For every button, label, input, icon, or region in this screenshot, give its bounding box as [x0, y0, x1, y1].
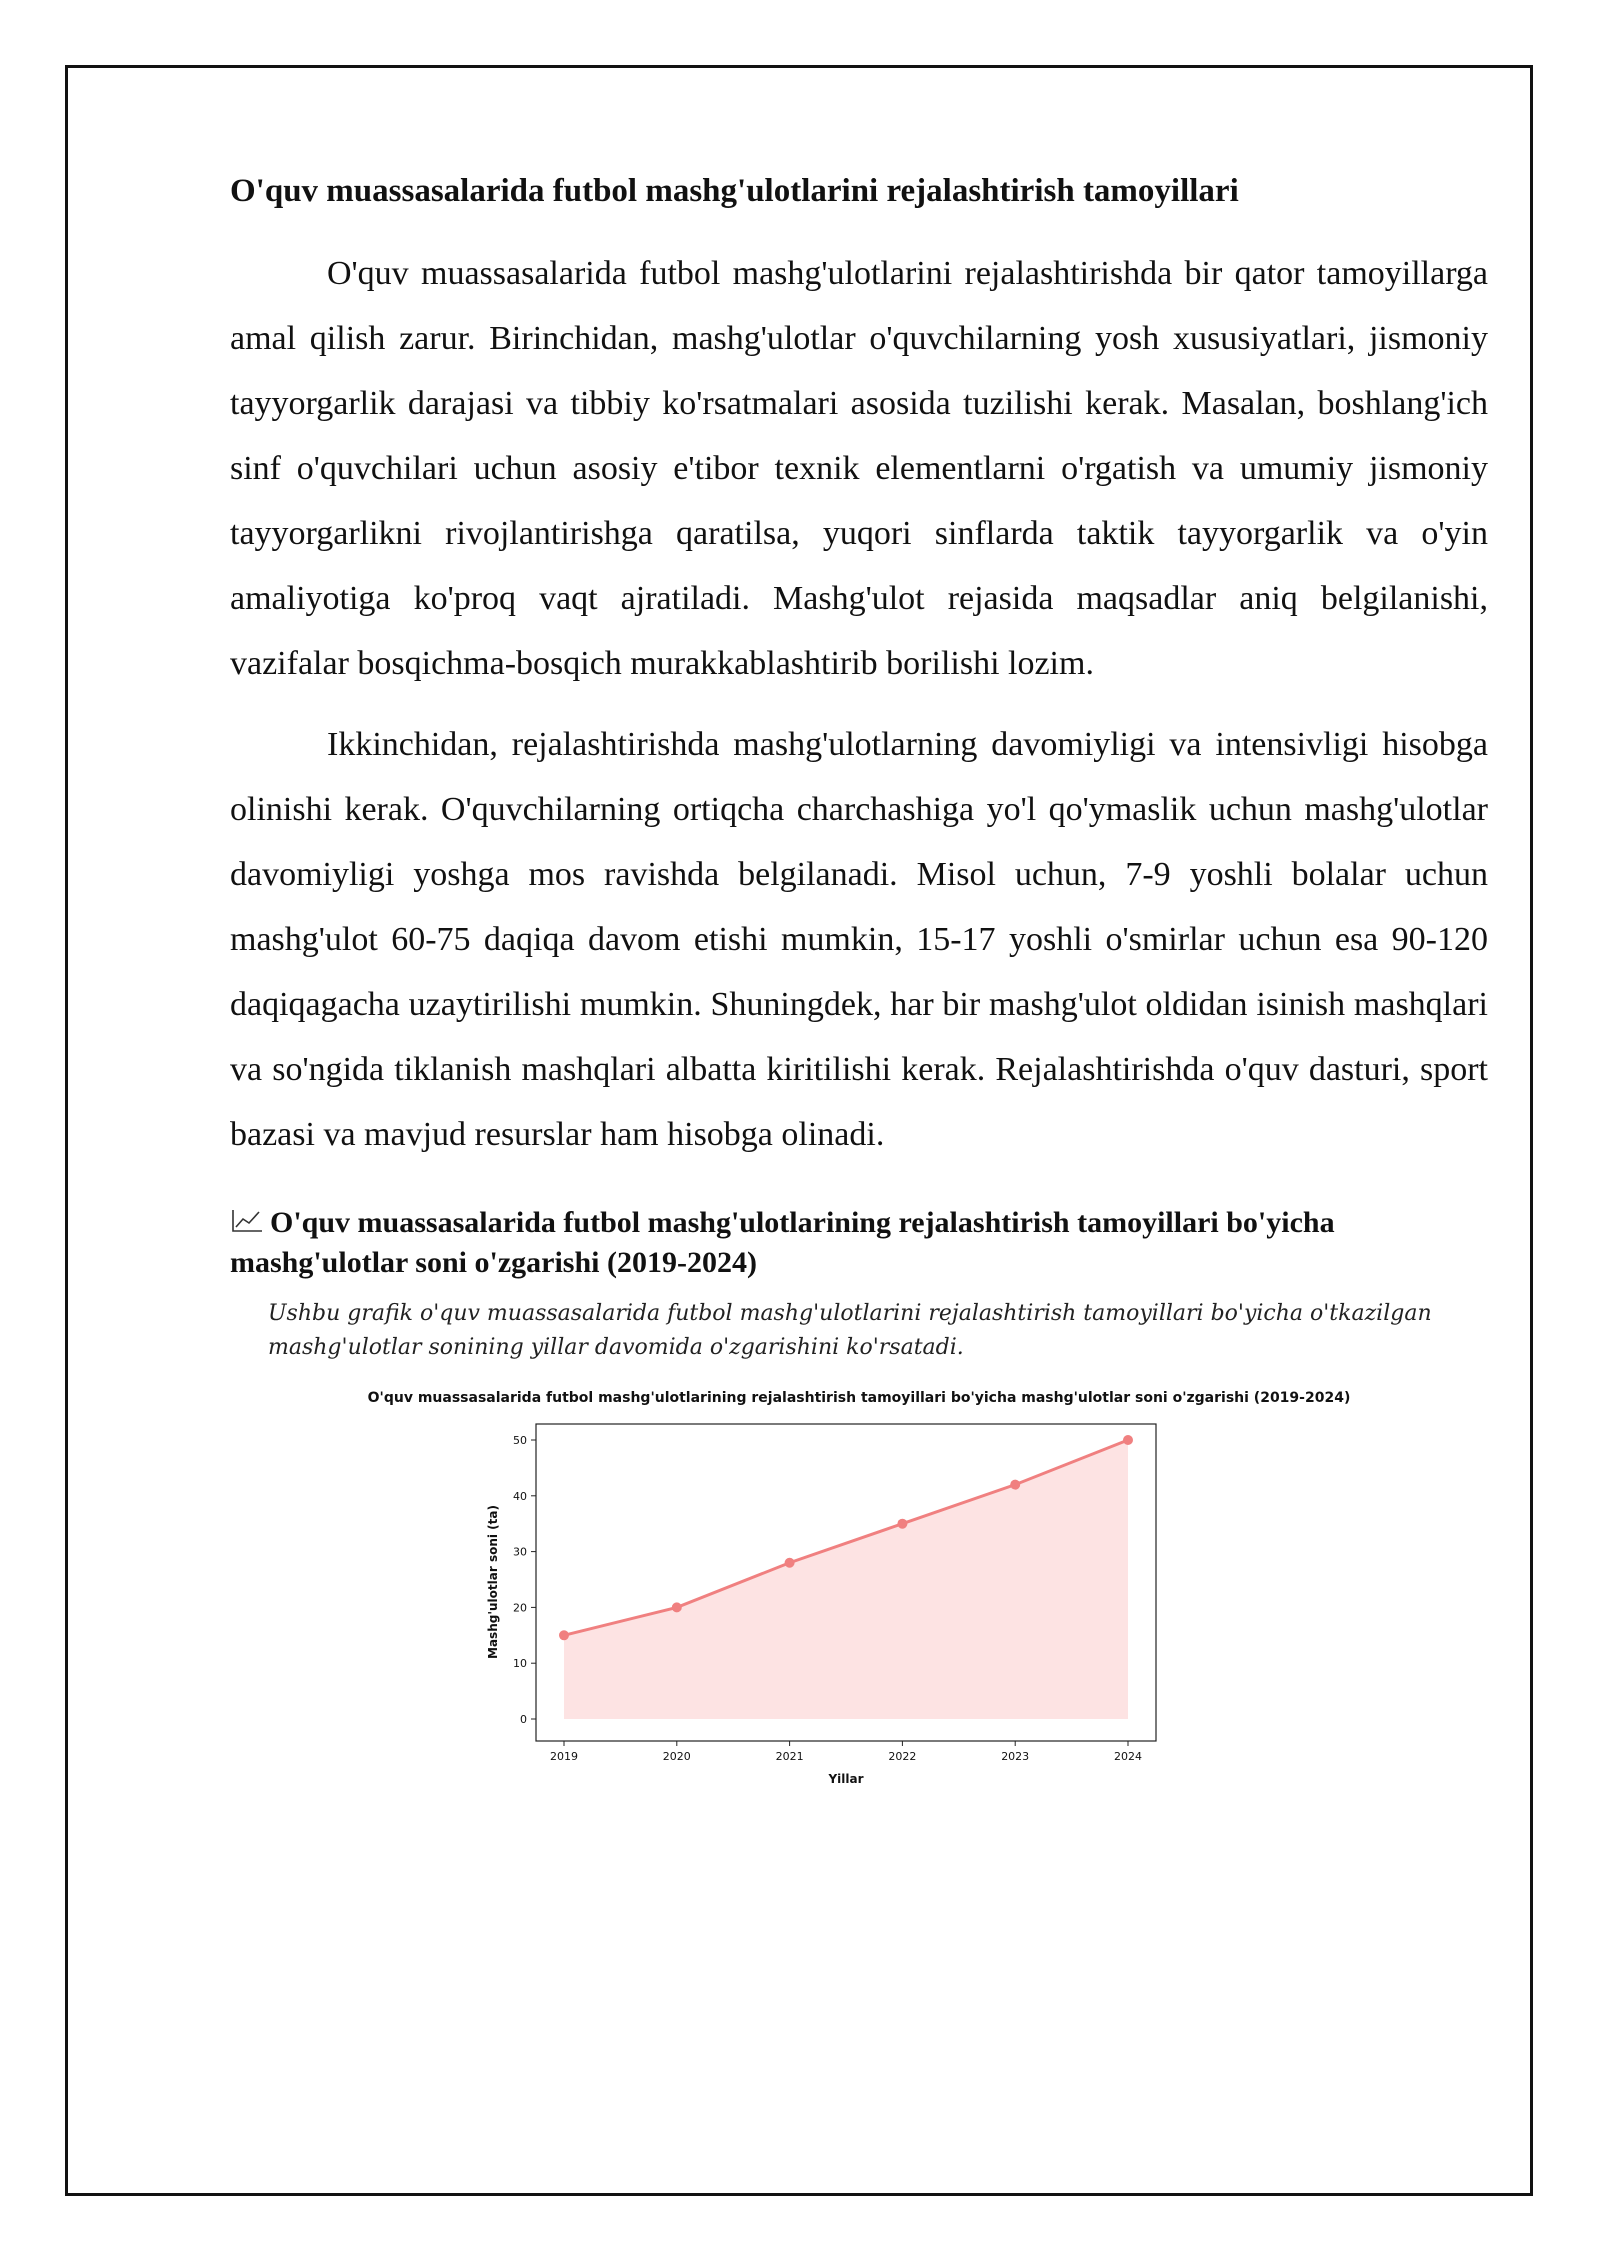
paragraph: O'quv muassasalarida futbol mashg'ulotlarini rejalashtirishda bir qator tamoyillarga amal qilish zarur. Birinchidan, mashg'ulotlar o'quvchilarning yosh xususiyatlari, jismoniy tayyorgarlik darajasi va tibbiy ko'rsatmalari asosida tuzilishi kerak. Masalan, boshlang'ich sinf o'quvchilari uchun asosiy e'tibor texnik elementlarni o'rgatish va umumiy jismoniy tayyorgarlikni rivojlantirishga qaratilsa, yuqori sinflarda taktik tayyorgarlik va o'yin amaliyotiga ko'proq vaqt ajratiladi. Mashg'ulot rejasida maqsadlar aniq belgilanishi, vazifalar bosqichma-bosqich murakkablashtirib borilishi lozim.: [230, 254, 1488, 682]
data-point: [559, 1630, 569, 1640]
data-point: [785, 1558, 795, 1568]
chart-line-icon: [230, 1205, 264, 1231]
x-tick-label: 2021: [775, 1749, 804, 1763]
x-tick-label: 2019: [550, 1749, 578, 1763]
chart-svg: [230, 1385, 1488, 1855]
document-body: [230, 170, 1488, 1855]
data-point: [1010, 1480, 1020, 1490]
chart: [230, 1385, 1488, 1855]
data-point: [1123, 1435, 1133, 1445]
y-tick-label: 20: [513, 1601, 527, 1615]
y-tick-label: 30: [513, 1545, 527, 1559]
paragraph: Ikkinchidan, rejalashtirishda mashg'ulotlarning davomiyligi va intensivligi hisobga olinishi kerak. O'quvchilarning ortiqcha charchashiga yo'l qo'ymaslik uchun mashg'ulotlar davomiyligi yoshga mos ravishda belgilanadi. Misol uchun, 7-9 yoshli bolalar uchun mashg'ulot 60-75 daqiqa davom etishi mumkin, 15-17 yoshli o'smirlar uchun esa 90-120 daqiqagacha uzaytirilishi mumkin. Shuningdek, har bir mashg'ulot oldidan isinish mashqlari va so'ngida tiklanish mashqlari albatta kiritilishi kerak. Rejalashtirishda o'quv dasturi, sport bazasi va mavjud resurslar ham hisobga olinadi.: [230, 725, 1488, 1153]
chart-caption: Ushbu grafik o'quv muassasalarida futbol mashg'ulotlarini rejalashtirish tamoyillari bo'yicha o'tkazilgan mashg'ulotlar sonining yillar davomida o'zgarishini ko'rsatadi.: [268, 1300, 1432, 1360]
chart-heading-text: O'quv muassasalarida futbol mashg'ulotlarining rejalashtirish tamoyillari bo'yicha mashg'ulotlar soni o'zgarishi (2019-2024): [230, 1205, 1335, 1279]
chart-heading: [230, 1203, 1488, 1283]
x-axis-label: Yillar: [828, 1771, 864, 1786]
y-tick-label: 50: [513, 1433, 527, 1447]
y-tick-label: 10: [513, 1657, 527, 1671]
x-tick-label: 2020: [662, 1749, 691, 1763]
x-tick-label: 2024: [1114, 1749, 1142, 1763]
data-point: [897, 1519, 907, 1529]
chart-title: O'quv muassasalarida futbol mashg'ulotlarining rejalashtirish tamoyillari bo'yicha mashg'ulotlar soni o'zgarishi (2019-2024): [367, 1389, 1351, 1406]
x-tick-label: 2023: [1001, 1749, 1030, 1763]
y-tick-label: 0: [520, 1712, 527, 1726]
x-tick-label: 2022: [888, 1749, 917, 1763]
area-fill: [564, 1440, 1128, 1719]
y-tick-label: 40: [513, 1489, 527, 1503]
y-axis-label: Mashg'ulotlar soni (ta): [486, 1504, 500, 1659]
section-title: O'quv muassasalarida futbol mashg'ulotlarini rejalashtirish tamoyillari: [230, 173, 1239, 209]
data-point: [672, 1602, 682, 1612]
